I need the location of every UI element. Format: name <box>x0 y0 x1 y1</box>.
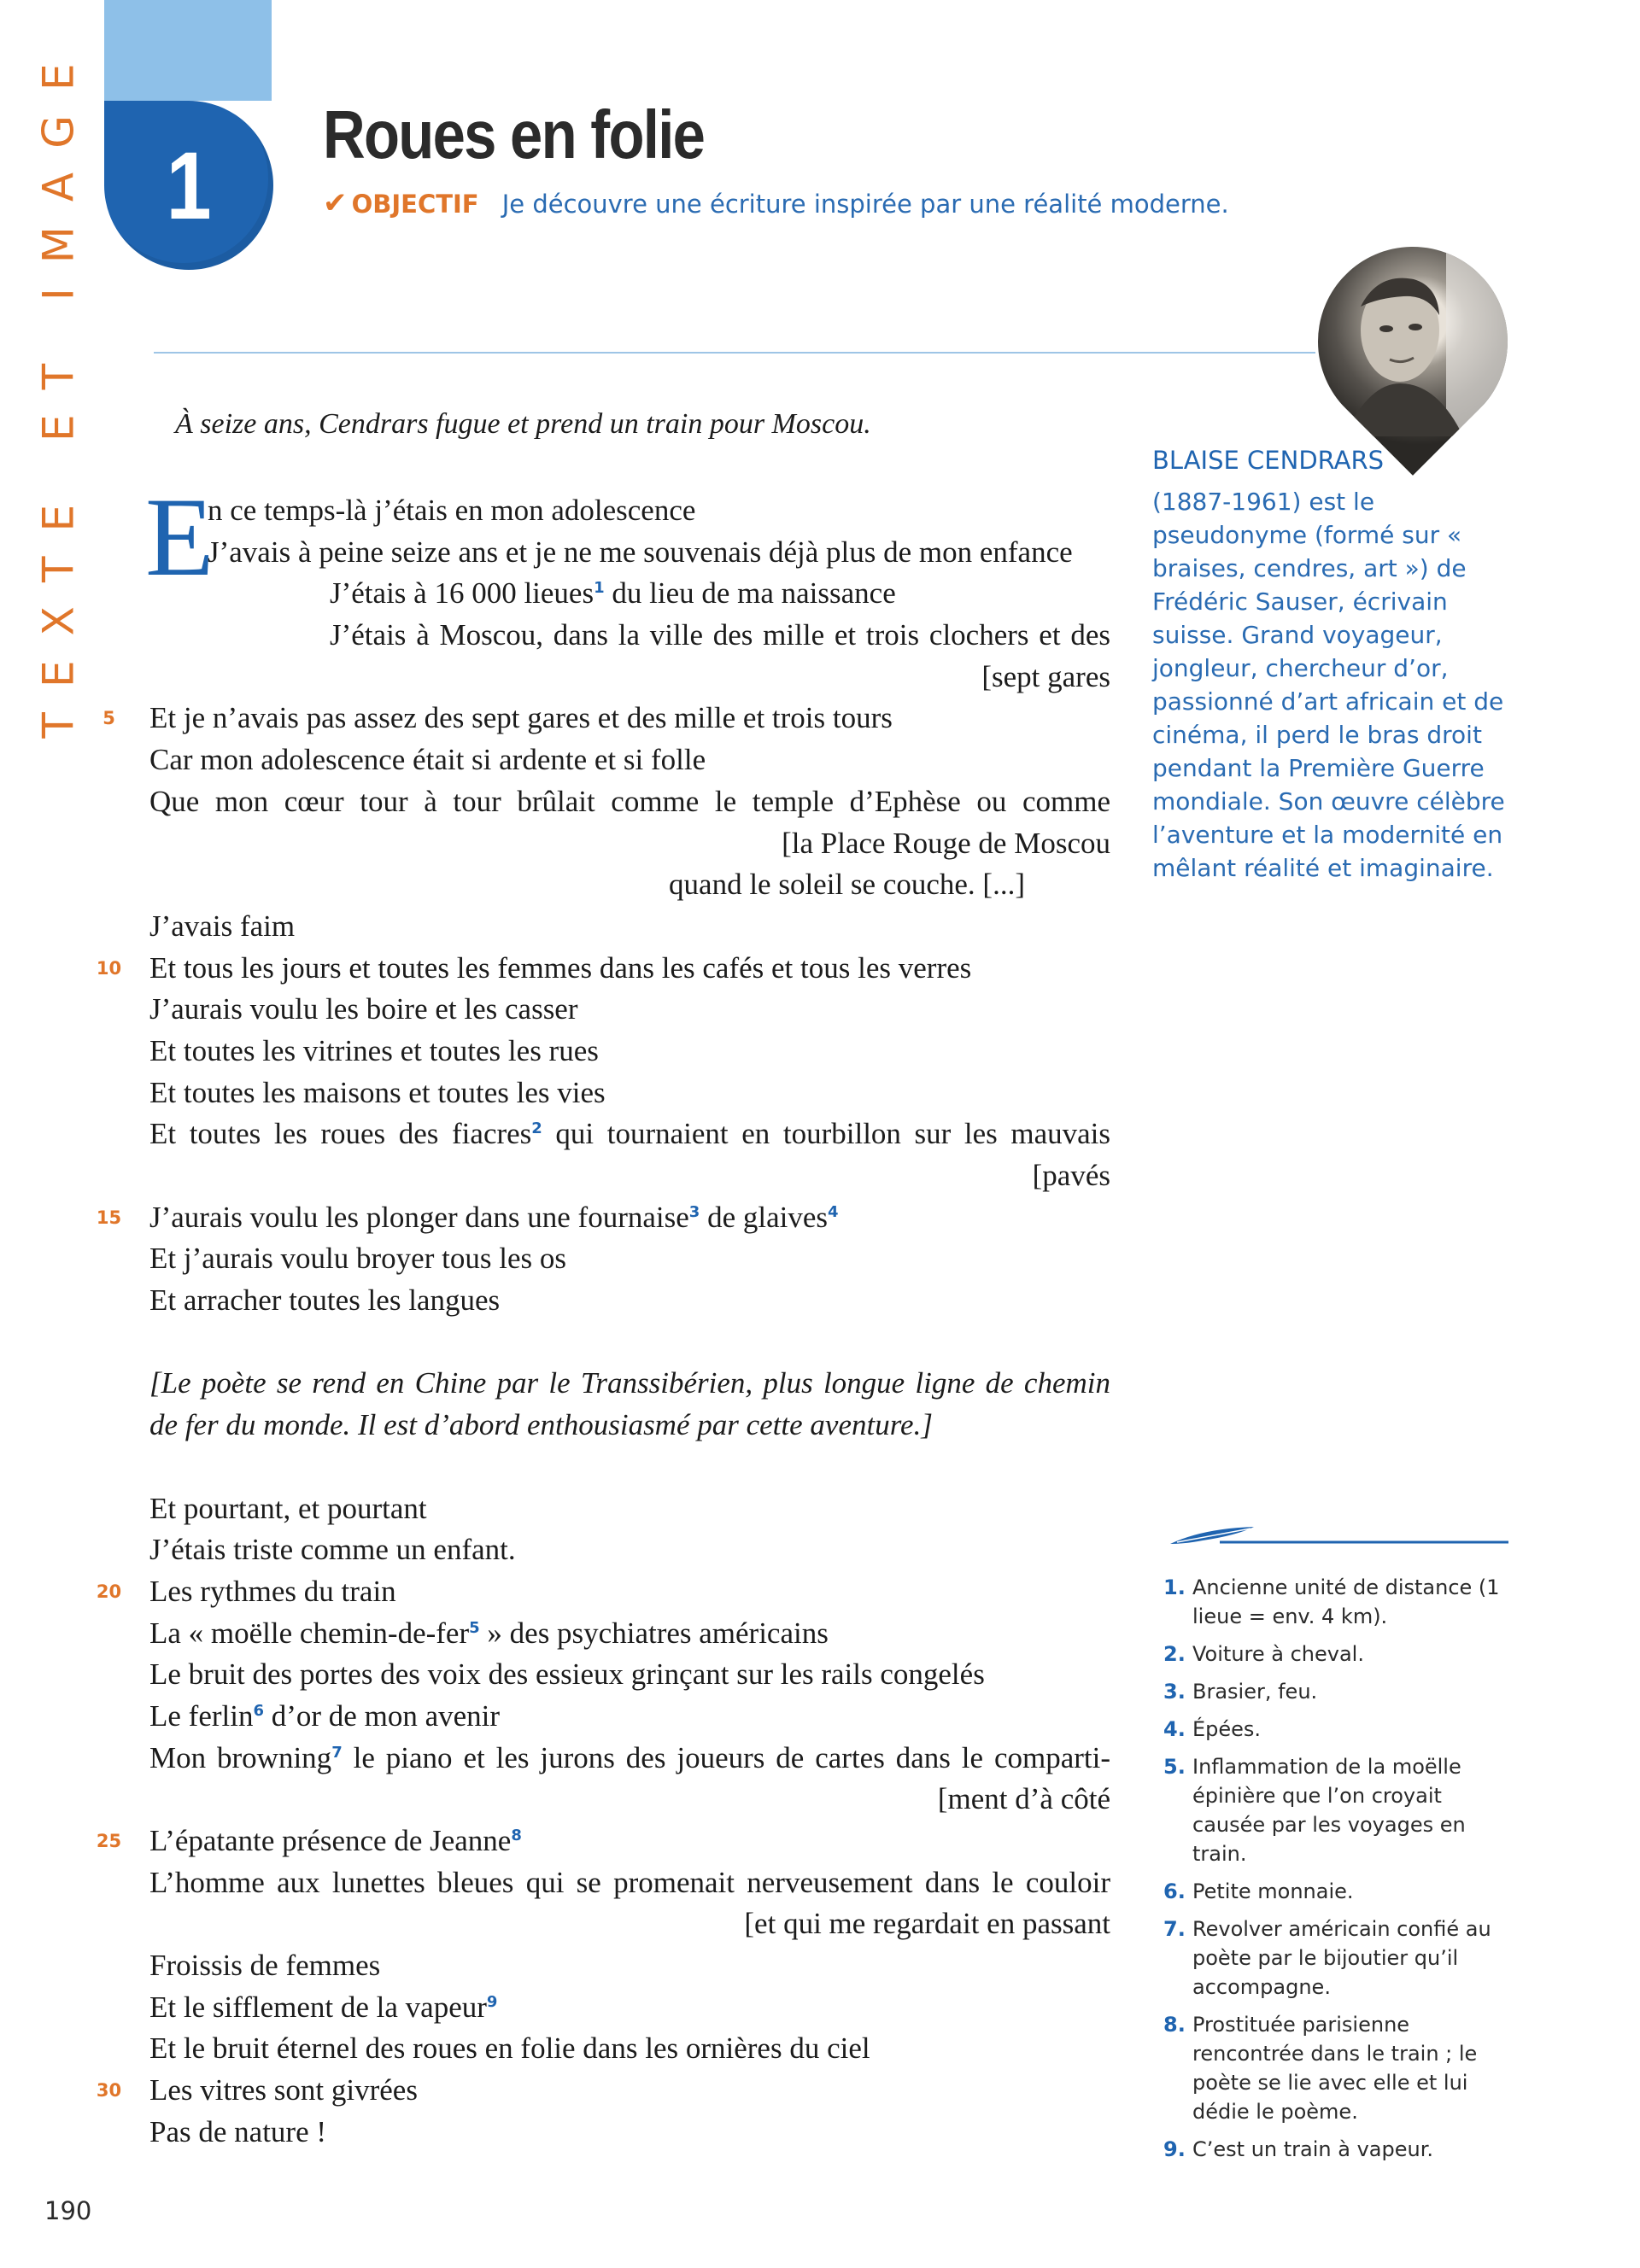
poem-line: 20 Les rythmes du train <box>85 1571 1110 1613</box>
intro-text: À seize ans, Cendrars fugue et prend un train pour Moscou. <box>175 408 871 440</box>
poem-line: Et pourtant, et pourtant <box>149 1491 427 1525</box>
author-portrait <box>1275 204 1550 479</box>
author-bio: (1887-1961) est le pseudonyme (formé sur « braises, cendres, art ») de Frédéric Sauser, écrivain suisse. Grand voyageur, jongleur, chercheur d’or, passionné d’art africain et de cinéma, il perd le bras droit pendant la Première Guerre mondiale. Son œuvre célèbre l’aventure et la modernité en mêlant réalité et imaginaire. <box>1152 488 1505 882</box>
poem-line: [la Place Rouge de Moscou <box>782 826 1110 860</box>
note-ref: 8 <box>511 1827 522 1844</box>
poem-line: 30 Les vitres sont givrées <box>85 2070 1110 2112</box>
footnote: 3. Brasier, feu. <box>1163 1680 1318 1704</box>
poem-line: Et toutes les roues des fiacres$^2$ qui tournaient en tourbillon sur les mauvais <box>149 1117 1110 1151</box>
poem-line: J’étais à Moscou, dans la ville des mille et trois clochers et des <box>330 618 1110 652</box>
poem-line: J’aurais voulu les boire et les casser <box>149 992 578 1026</box>
poem-line: Mon browning$^7$ le piano et les jurons des joueurs de cartes dans le comparti- <box>149 1740 1111 1774</box>
poem-line: [pavés <box>1032 1159 1110 1192</box>
bridge-text: de fer du monde. Il est d’abord enthousiasmé par cette aventure.] <box>149 1408 933 1442</box>
poem-line: Froissis de femmes <box>149 1949 381 1983</box>
page-number: 190 <box>44 2196 92 2225</box>
poem-line: Et le bruit éternel des roues en folie dans les ornières du ciel <box>149 2031 870 2066</box>
note-ref: 3 <box>688 1202 700 1221</box>
objective-label: OBJECTIF <box>351 190 479 219</box>
note-ref: 2 <box>531 1119 542 1138</box>
poem-line: [et qui me regardait en passant <box>744 1907 1110 1941</box>
footnote: 7. Revolver américain confié au poète par le bijoutier qu’il accompagne. <box>1163 1917 1491 1999</box>
quill-icon <box>1168 1523 1510 1549</box>
poem-line: Car mon adolescence était si ardente et si folle <box>149 743 706 777</box>
poem-line: 5 Et je n’avais pas assez des sept gares et des mille et trois tours <box>85 698 1110 739</box>
check-icon: ✔ <box>323 186 348 220</box>
line-number: 30 <box>96 2080 122 2101</box>
poem <box>85 474 1111 2154</box>
author-name: BLAISE CENDRARS <box>1152 446 1385 475</box>
page-title: Roues en folie <box>323 96 705 172</box>
line-number: 5 <box>102 708 115 729</box>
drop-cap: E <box>145 474 214 599</box>
poem-line: [sept gares <box>981 659 1110 693</box>
poem-line: Et le sifflement de la vapeur$^9$ <box>149 1990 498 2024</box>
footnote: 1. Ancienne unité de distance (1 lieue = env. 4 km). <box>1163 1575 1500 1628</box>
chapter-badge <box>104 101 273 270</box>
poem-line: 25 L’épatante présence de Jeanne$^8$ <box>85 1821 1110 1862</box>
objective <box>323 186 1229 220</box>
poem-line: 10 Et tous les jours et toutes les femmes dans les cafés et tous les verres <box>85 948 1110 990</box>
poem-line: J’avais à peine seize ans et je ne me souvenais déjà plus de mon enfance <box>208 535 1073 569</box>
footnote: 2. Voiture à cheval. <box>1163 1642 1364 1666</box>
poem-line: quand le soleil se couche. [...] <box>669 868 1025 902</box>
poem-line: J’avais faim <box>149 909 296 943</box>
section-tag-text: TEXTE ET IMAGE <box>34 38 84 739</box>
poem-gap <box>85 1322 1110 1364</box>
note-ref: 5 <box>469 1618 480 1637</box>
footnotes <box>1163 1573 1505 2172</box>
line-number: 10 <box>96 957 122 979</box>
divider <box>154 352 1315 354</box>
poem-line: 15 J’aurais voulu les plonger dans une fournaise$^3$ de glaives$^4$ <box>85 1197 1110 1239</box>
poem-line: J’étais triste comme un enfant. <box>149 1533 516 1567</box>
poem-line: L’homme aux lunettes bleues qui se promenait nerveusement dans le couloir <box>149 1865 1110 1899</box>
note-ref: 1 <box>594 579 605 598</box>
poem-line: Le ferlin$^6$ d’or de mon avenir <box>149 1698 501 1733</box>
note-ref: 6 <box>253 1701 264 1720</box>
note-ref: 9 <box>486 1992 498 2011</box>
poem-line: [ment d’à côté <box>937 1782 1110 1816</box>
line-number: 20 <box>96 1581 122 1602</box>
poem-gap <box>85 1447 1110 1488</box>
footnote: 4. Épées. <box>1163 1717 1262 1741</box>
poem-line: Que mon cœur tour à tour brûlait comme le temple d’Ephèse ou comme <box>149 784 1110 818</box>
chapter-badge-tab <box>104 0 272 101</box>
portrait-image <box>1318 247 1508 436</box>
poem-line: Et toutes les maisons et toutes les vies <box>149 1075 606 1109</box>
bridge-text: [Le poète se rend en Chine par le Transsibérien, plus longue ligne de chemin <box>149 1366 1110 1400</box>
objective-text: Je découvre une écriture inspirée par une réalité moderne. <box>501 190 1229 219</box>
note-ref: 4 <box>828 1202 839 1221</box>
footnote: 5. Inflammation de la moëlle épinière que l’on croyait causée par les voyages en train. <box>1163 1755 1466 1866</box>
poem-line: Pas de nature ! <box>149 2114 327 2148</box>
poem-line: n ce temps-là j’étais en mon adolescence <box>208 494 696 527</box>
poem-line: Et arracher toutes les langues <box>149 1283 501 1318</box>
note-ref: 7 <box>331 1743 343 1762</box>
poem-line: Le bruit des portes des voix des essieux grinçant sur les rails congelés <box>149 1657 985 1692</box>
poem-line: Et j’aurais voulu broyer tous les os <box>149 1242 566 1276</box>
chapter-number: 1 <box>166 132 212 239</box>
line-number: 25 <box>96 1831 122 1851</box>
poem-line: Et toutes les vitrines et toutes les rues <box>149 1033 599 1067</box>
footnote: 8. Prostituée parisienne rencontrée dans le train ; le poète se lie avec elle et lui dédie le poème. <box>1163 2013 1478 2124</box>
poem-line: J’étais à 16 000 lieues$^1$ du lieu de ma naissance <box>330 576 896 611</box>
footnote: 6. Petite monnaie. <box>1163 1879 1354 1903</box>
footnote: 9. C’est un train à vapeur. <box>1163 2137 1433 2161</box>
line-number: 15 <box>96 1207 122 1228</box>
poem-line: La « moëlle chemin-de-fer$^5$ » des psychiatres américains <box>149 1616 829 1650</box>
